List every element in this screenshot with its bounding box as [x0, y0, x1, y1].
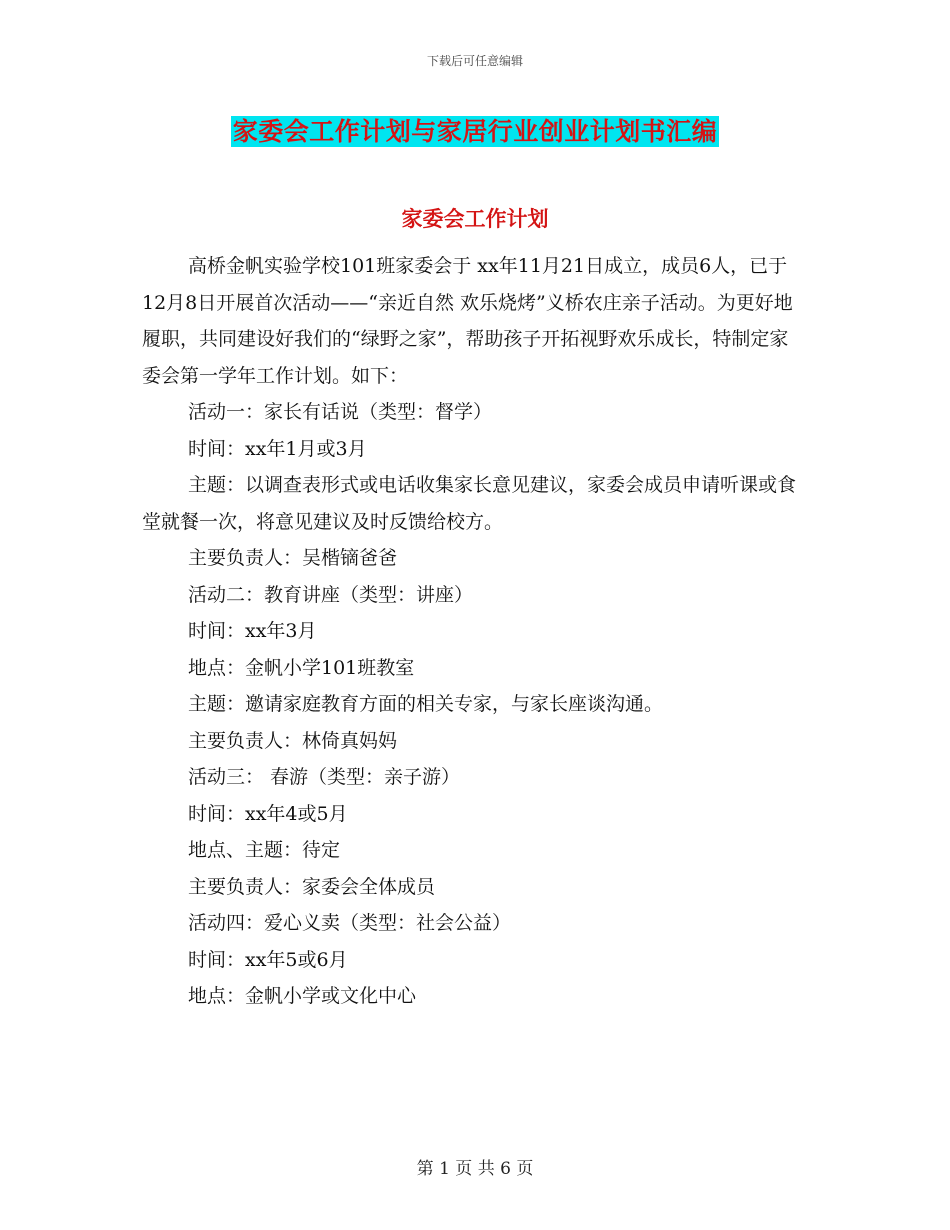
activity-2-owner: 主要负责人：林倚真妈妈	[188, 729, 398, 752]
activity-1-time: 时间：xx年1月或3月	[188, 437, 367, 460]
section-title: 家委会工作计划	[401, 206, 549, 231]
activity-1-owner: 主要负责人：吴楷镝爸爸	[188, 547, 398, 569]
header-note: 下载后可任意编辑	[426, 54, 523, 68]
activity-4-title: 活动四：爱心义卖（类型：社会公益）	[188, 912, 512, 934]
document-title-text: 家委会工作计划与家居行业创业计划书汇编	[232, 117, 718, 146]
activity-1-title: 活动一：家长有话说（类型：督学）	[188, 401, 493, 423]
document-body	[142, 248, 807, 1015]
activity-4-location: 地点：金帆小学或文化中心	[188, 985, 417, 1007]
page-footer: 第 1 页 共 6 页	[416, 1159, 534, 1179]
activity-3-time: 时间：xx年4或5月	[188, 802, 348, 825]
activity-2-time: 时间：xx年3月	[188, 620, 317, 642]
activity-3-title: 活动三： 春游（类型：亲子游）	[188, 766, 461, 788]
activity-1-topic: 主题：以调查表形式或电话收集家长意见建议，家委会成员申请听课或食堂就餐一次，将意见建议及时反馈给校方。	[142, 474, 797, 533]
activity-2-title: 活动二：教育讲座（类型：讲座）	[188, 583, 474, 606]
activity-4-time: 时间：xx年5或6月	[188, 948, 348, 971]
document-title	[0, 112, 950, 148]
activity-3-location-topic: 地点、主题：待定	[188, 839, 341, 861]
intro-paragraph: 高桥金帆实验学校101班家委会于 xx年11月21日成立，成员6人，已于12月8日开展首次活动——“亲近自然 欢乐烧烤”义桥农庄亲子活动。为更好地履职，共同建设好我们的“绿野之家”，帮助孩子开拓视野欢乐成长，特制定家委会第一学年工作计划。如下：	[142, 255, 793, 387]
activity-2-topic: 主题：邀请家庭教育方面的相关专家，与家长座谈沟通。	[188, 693, 664, 715]
activity-2-location: 地点：金帆小学101班教室	[188, 656, 415, 679]
activity-3-owner: 主要负责人：家委会全体成员	[188, 875, 436, 898]
